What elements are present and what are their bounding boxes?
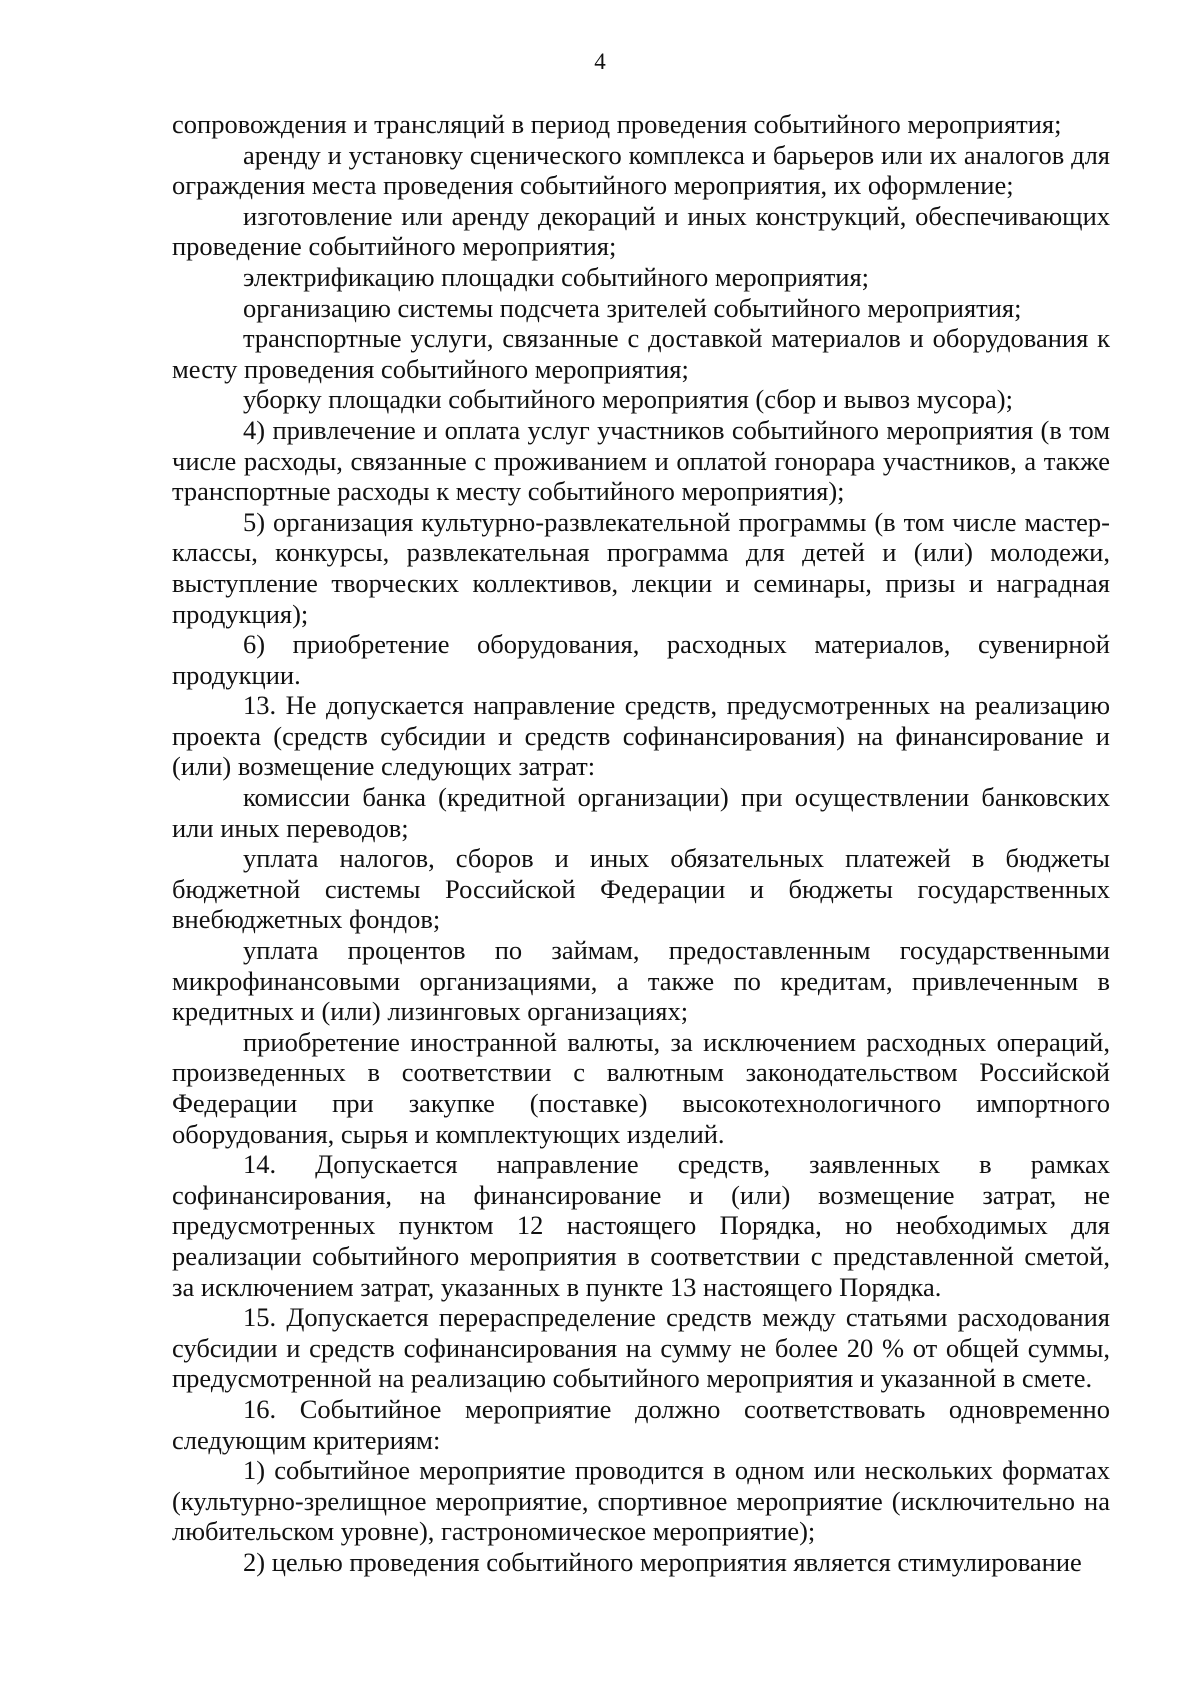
document-body xyxy=(172,109,1110,1578)
clause-16-item-1: 1) событийное мероприятие проводится в одном или нескольких форматах (культурно-зрелищное мероприятие, спортивное мероприятие (исключительно на любительском уровне), гастрономическое мероприятие); xyxy=(172,1455,1110,1547)
clause-16: 16. Событийное мероприятие должно соответствовать одновременно следующим критериям: xyxy=(172,1393,1110,1455)
list-item-electrification: электрификацию площадки событийного мероприятия; xyxy=(243,261,870,292)
clause-13: 13. Не допускается направление средств, предусмотренных на реализацию проекта (средств субсидии и средств софинансирования) на финансирование и (или) возмещение следующих затрат: xyxy=(172,690,1110,782)
clause-14: 14. Допускается направление средств, заявленных в рамках софинансирования, на финансирование и (или) возмещение затрат, не предусмотренных пунктом 12 настоящего Порядка, но необходимых для реализации событийного мероприятия в соответствии с представленной сметой, за исключением затрат, указанных в пункте 13 настоящего Порядка. xyxy=(172,1149,1110,1302)
list-item-decorations: изготовление или аренду декораций и иных конструкций, обеспечивающих проведение событийного мероприятия; xyxy=(172,200,1110,262)
list-item-6-equipment: 6) приобретение оборудования, расходных материалов, сувенирной продукции. xyxy=(172,629,1110,690)
clause-16-item-2: 2) целью проведения событийного мероприятия является стимулирование xyxy=(243,1546,1082,1577)
clause-13-bank-fees: комиссии банка (кредитной организации) при осуществлении банковских или иных переводов; xyxy=(172,782,1110,843)
list-item-spectator-count: организацию системы подсчета зрителей событийного мероприятия; xyxy=(243,292,1022,323)
paragraph-continuation: сопровождения и трансляций в период проведения событийного мероприятия; xyxy=(172,109,1062,139)
clause-13-taxes: уплата налогов, сборов и иных обязательных платежей в бюджеты бюджетной системы Российской Федерации и бюджеты государственных внебюджетных фондов; xyxy=(172,843,1110,935)
list-item-cleaning: уборку площадки событийного мероприятия (сбор и вывоз мусора); xyxy=(243,384,1013,415)
list-item-stage-rental: аренду и установку сценического комплекса и барьеров или их аналогов для ограждения места проведения событийного мероприятия, их оформление; xyxy=(172,139,1110,201)
list-item-transport: транспортные услуги, связанные с доставкой материалов и оборудования к месту проведения событийного мероприятия; xyxy=(172,323,1110,384)
clause-13-interest: уплата процентов по займам, предоставленным государственными микрофинансовыми организациями, а также по кредитам, привлеченным в кредитных и (или) лизинговых организациях; xyxy=(172,935,1110,1027)
clause-15: 15. Допускается перераспределение средств между статьями расходования субсидии и средств софинансирования на сумму не более 20 % от общей суммы, предусмотренной на реализацию событийного мероприятия и указанной в смете. xyxy=(172,1302,1110,1394)
clause-13-currency: приобретение иностранной валюты, за исключением расходных операций, произведенных в соответствии с валютным законодательством Российской Федерации при закупке (поставке) высокотехнологичного импортного оборудования, сырья и комплектующих изделий. xyxy=(172,1026,1110,1149)
list-item-5-program: 5) организация культурно-развлекательной программы (в том числе мастер-классы, конкурсы, развлекательная программа для детей и (или) молодежи, выступление творческих коллективов, лекции и семинары, призы и наградная продукция); xyxy=(172,506,1110,629)
page-number: 4 xyxy=(594,49,606,74)
list-item-4-participants: 4) привлечение и оплата услуг участников событийного мероприятия (в том числе расходы, связанные с проживанием и оплатой гонорара участников, а также транспортные расходы к месту событийного мероприятия); xyxy=(172,414,1110,507)
